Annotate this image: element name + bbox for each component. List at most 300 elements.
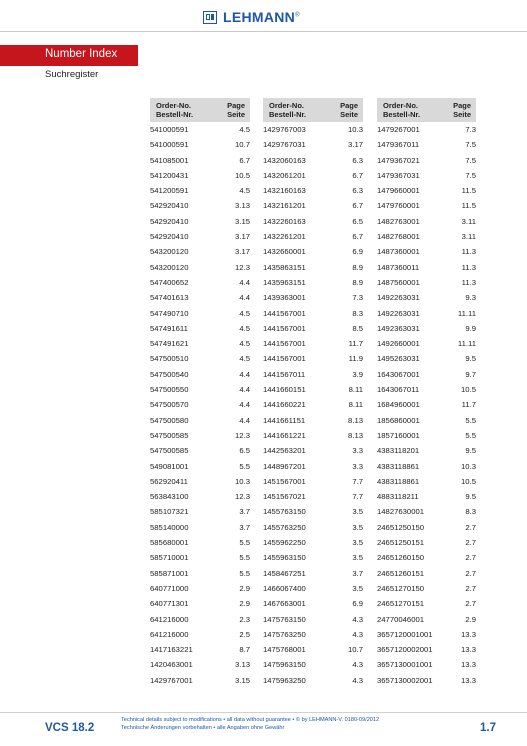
page-reference: 6.7 [239,155,250,165]
order-number: 1432161201 [263,201,306,211]
table-row [263,642,363,657]
order-number: 1492660001 [377,339,420,349]
page-reference: 4.4 [239,277,250,287]
table-row [150,627,250,642]
table-row [263,229,363,244]
order-number: 1487360001 [377,247,420,257]
header-order-en: Order-No. [383,101,419,110]
page-reference: 2.7 [465,599,476,609]
page-reference: 11.5 [461,201,476,211]
page-reference: 8.11 [348,400,363,410]
table-row [263,168,363,183]
table-row [263,183,363,198]
page-reference: 6.5 [239,446,250,456]
page-reference: 4.5 [239,354,250,364]
page-reference: 3.5 [352,522,363,532]
order-number: 1479367011 [377,140,420,150]
order-number: 1441567001 [263,308,306,318]
page-reference: 3.15 [235,675,250,685]
table-row [263,489,363,504]
order-number: 1466067400 [263,583,306,593]
table-row [377,566,476,581]
table-row [263,153,363,168]
order-number: 542920410 [150,216,189,226]
order-number: 1856860001 [377,415,420,425]
page-reference: 11.3 [461,262,476,272]
page-reference: 6.5 [352,216,363,226]
page-reference: 5.5 [465,415,476,425]
page-reference: 6.3 [352,155,363,165]
order-number: 24651250150 [377,522,425,532]
order-number: 541000591 [150,125,189,134]
page-reference: 3.17 [235,232,250,242]
index-rows [377,122,476,688]
header-order-de: Bestell-Nr. [156,110,194,119]
index-rows [263,122,363,688]
order-number: 1492263031 [377,308,420,318]
page-number: 1.7 [480,722,496,734]
table-row [150,413,250,428]
page-reference: 3.5 [352,583,363,593]
order-number: 547491611 [150,323,188,333]
page-reference: 4.4 [239,293,250,303]
page-reference: 9.5 [465,446,476,456]
page-reference: 13.3 [461,629,476,639]
table-row [263,244,363,259]
page-reference: 3.3 [352,461,363,471]
table-row [377,520,476,535]
table-row [377,214,476,229]
page-reference: 11.11 [457,339,476,349]
table-row [377,260,476,275]
order-number: 547500580 [150,415,189,425]
order-number: 1458467251 [263,568,306,578]
table-row [150,122,250,137]
header-page-en: Page [453,101,471,110]
order-number: 1487360011 [377,262,420,272]
table-row [263,657,363,672]
order-number: 547401613 [150,293,189,303]
order-number: 547500540 [150,369,189,379]
order-number: 1492263031 [377,293,420,303]
table-row [263,214,363,229]
page-reference: 10.7 [235,140,250,150]
page-reference: 13.3 [461,660,476,670]
order-number: 547500585 [150,430,189,440]
page-reference: 4.4 [239,385,250,395]
header-page-de: Seite [340,110,358,119]
order-number: 1439363001 [263,293,306,303]
table-row [263,122,363,137]
page-reference: 10.3 [461,461,476,471]
page-reference: 7.3 [465,125,476,134]
page-reference: 7.7 [352,476,363,486]
table-row [150,382,250,397]
page-reference: 6.9 [352,247,363,257]
order-number: 1479367021 [377,155,420,165]
section-title: Number Index [45,48,118,60]
page-reference: 8.5 [352,323,363,333]
table-row [377,443,476,458]
order-number: 640771301 [150,599,189,609]
page-reference: 4.5 [239,186,250,196]
table-row [377,504,476,519]
table-row [377,183,476,198]
lehmann-logo-icon [203,11,217,24]
page-reference: 6.7 [352,201,363,211]
order-number: 1432060163 [263,155,306,165]
order-number: 541085001 [150,155,189,165]
table-row [377,306,476,321]
page-reference: 5.5 [465,430,476,440]
table-row [377,474,476,489]
table-row [377,290,476,305]
table-row [150,489,250,504]
page-reference: 11.3 [461,277,476,287]
order-number: 1441567001 [263,323,306,333]
table-row [263,535,363,550]
order-number: 547491621 [150,339,189,349]
page-reference: 11.11 [457,308,476,318]
table-row [377,137,476,152]
order-number: 547400652 [150,277,189,287]
order-number: 1429767003 [263,125,306,134]
order-number: 1432260163 [263,216,306,226]
page-reference: 10.5 [461,476,476,486]
table-row [377,229,476,244]
table-row [377,198,476,213]
page-reference: 3.5 [352,538,363,548]
table-row [150,244,250,259]
order-number: 640771000 [150,583,189,593]
table-row [150,428,250,443]
order-number: 1475963250 [263,675,306,685]
table-row [150,321,250,336]
order-number: 1475763150 [263,614,306,624]
page-reference: 4.3 [352,660,363,670]
order-number: 1479760001 [377,201,420,211]
page-reference: 8.3 [465,507,476,517]
page-reference: 3.15 [235,216,250,226]
order-number: 1467663001 [263,599,306,609]
table-row [377,459,476,474]
order-number: 562920411 [150,476,188,486]
page-reference: 12.3 [235,262,250,272]
page-reference: 9.5 [465,492,476,502]
order-number: 3657120002001 [377,645,433,655]
page-reference: 3.9 [352,369,363,379]
page-reference: 6.9 [352,599,363,609]
header-order-en: Order-No. [156,101,192,110]
page-reference: 5.5 [239,461,250,471]
order-number: 1441567001 [263,339,306,349]
table-row [263,612,363,627]
table-row [263,137,363,152]
header-page-en: Page [227,101,245,110]
order-number: 542920410 [150,232,189,242]
order-number: 1442563201 [263,446,306,456]
table-row [377,397,476,412]
table-row [263,290,363,305]
table-row [263,443,363,458]
table-row [150,397,250,412]
order-number: 24651260151 [377,568,425,578]
index-rows [150,122,250,688]
page-reference: 11.7 [348,339,363,349]
table-row [377,673,476,688]
table-row [377,612,476,627]
table-row [150,657,250,672]
page-reference: 3.7 [239,522,250,532]
table-row [150,306,250,321]
order-number: 1432061201 [263,170,306,180]
table-row [377,627,476,642]
order-number: 1479267001 [377,125,420,134]
table-row [263,566,363,581]
order-number: 1482768001 [377,232,420,242]
page-reference: 11.7 [461,400,476,410]
table-row [377,413,476,428]
page-reference: 4.5 [239,323,250,333]
page-reference: 4.5 [239,125,250,134]
order-number: 24651260150 [377,553,425,563]
table-row [377,382,476,397]
page-header [0,0,527,34]
table-row [150,168,250,183]
order-number: 1684960001 [377,400,420,410]
lehmann-logo [203,9,300,25]
order-number: 1432261201 [263,232,306,242]
header-order-de: Bestell-Nr. [269,110,307,119]
table-row [150,581,250,596]
order-number: 1455763250 [263,522,306,532]
table-row [377,351,476,366]
order-number: 1432660001 [263,247,306,257]
order-number: 547500585 [150,446,189,456]
page-reference: 2.5 [239,629,250,639]
table-row [377,642,476,657]
page-reference: 4.4 [239,415,250,425]
page-reference: 4.4 [239,400,250,410]
order-number: 1475768001 [263,645,306,655]
page-reference: 12.3 [235,430,250,440]
order-number: 541200591 [150,186,189,196]
table-row [263,474,363,489]
order-number: 547500570 [150,400,189,410]
page-reference: 3.13 [235,660,250,670]
page-reference: 7.7 [352,492,363,502]
page-reference: 4.5 [239,308,250,318]
order-number: 543200120 [150,262,189,272]
table-row [377,428,476,443]
table-row [377,321,476,336]
order-number: 1857160001 [377,430,420,440]
table-row [150,566,250,581]
page-reference: 4.3 [352,675,363,685]
table-row [263,550,363,565]
order-number: 1455963150 [263,553,306,563]
order-number: 547500550 [150,385,189,395]
page-reference: 3.11 [461,216,476,226]
order-number: 1441661151 [263,415,306,425]
page-reference: 8.13 [348,430,363,440]
page-reference: 7.5 [465,140,476,150]
index-column-2 [263,98,363,688]
column-header [377,98,476,122]
page-reference: 3.17 [348,140,363,150]
order-number: 14827630001 [377,507,425,517]
table-row [263,351,363,366]
page-reference: 9.7 [465,369,476,379]
header-divider [0,31,527,32]
order-number: 549081001 [150,461,189,471]
index-column-1 [150,98,250,688]
table-row [263,382,363,397]
table-row [263,198,363,213]
table-row [150,612,250,627]
order-number: 1643067011 [377,385,420,395]
order-number: 1475763250 [263,629,306,639]
table-row [150,183,250,198]
table-row [263,397,363,412]
table-row [150,642,250,657]
page-reference: 5.5 [239,538,250,548]
page-reference: 3.7 [352,568,363,578]
order-number: 1451567001 [263,476,306,486]
table-row [263,321,363,336]
legal-notice [121,717,379,732]
page-reference: 3.17 [235,247,250,257]
table-row [377,550,476,565]
page-reference: 3.7 [239,507,250,517]
order-number: 541200431 [150,170,189,180]
order-number: 1487560001 [377,277,420,287]
page-reference: 8.9 [352,262,363,272]
table-row [150,504,250,519]
order-number: 24770046001 [377,614,425,624]
table-row [377,489,476,504]
page-reference: 8.13 [348,415,363,425]
page-reference: 4.3 [352,629,363,639]
order-number: 1441660151 [263,385,306,395]
order-number: 24651250151 [377,538,425,548]
order-number: 1420463001 [150,660,193,670]
page-reference: 7.5 [465,170,476,180]
table-row [150,153,250,168]
table-row [150,520,250,535]
order-number: 585871001 [150,568,189,578]
table-row [150,229,250,244]
order-number: 4883118211 [377,492,419,502]
table-row [150,596,250,611]
table-row [150,443,250,458]
order-number: 1455962250 [263,538,306,548]
page-reference: 11.5 [461,186,476,196]
table-row [263,260,363,275]
order-number: 585140000 [150,522,189,532]
page-reference: 10.5 [461,385,476,395]
column-header [263,98,363,122]
page-reference: 6.7 [352,170,363,180]
page-reference: 2.7 [465,583,476,593]
order-number: 3657130002001 [377,675,433,685]
order-number: 585710001 [150,553,189,563]
order-number: 24651270151 [377,599,425,609]
table-row [150,198,250,213]
table-row [377,122,476,137]
table-row [377,336,476,351]
table-row [150,673,250,688]
table-row [150,275,250,290]
catalog-code: VCS 18.2 [45,722,95,734]
order-number: 1429767031 [263,140,306,150]
order-number: 1455763150 [263,507,306,517]
page-reference: 8.3 [352,308,363,318]
table-row [150,290,250,305]
page-reference: 5.5 [239,568,250,578]
order-number: 1492363031 [377,323,420,333]
table-row [377,535,476,550]
page-reference: 2.7 [465,538,476,548]
page-reference: 6.3 [352,186,363,196]
order-number: 1441567001 [263,354,306,364]
page-reference: 10.3 [235,476,250,486]
order-number: 1435963151 [263,277,306,287]
table-row [263,367,363,382]
table-row [150,474,250,489]
logo-text: LEHMANN [223,9,296,25]
order-number: 1435863151 [263,262,306,272]
table-row [263,581,363,596]
header-page-en: Page [340,101,358,110]
page-reference: 3.5 [352,507,363,517]
page-reference: 8.9 [352,277,363,287]
order-number: 1448967201 [263,461,306,471]
table-row [150,550,250,565]
table-row [263,275,363,290]
registered-mark: ® [295,12,300,19]
order-number: 585680001 [150,538,189,548]
page-reference: 13.3 [461,675,476,685]
order-number: 547500510 [150,354,189,364]
order-number: 1429767001 [150,675,193,685]
order-number: 1479367031 [377,170,420,180]
table-row [263,459,363,474]
table-row [150,459,250,474]
order-number: 641216000 [150,629,189,639]
header-page-de: Seite [227,110,245,119]
table-row [150,214,250,229]
order-number: 585107321 [150,507,189,517]
order-number: 1475963150 [263,660,306,670]
page-reference: 3.3 [352,446,363,456]
section-subtitle: Suchregister [45,69,99,80]
order-number: 1643067001 [377,369,420,379]
page-reference: 4.3 [352,614,363,624]
page-reference: 5.5 [239,553,250,563]
page-reference: 8.7 [239,645,250,655]
table-row [263,596,363,611]
order-number: 3657130001001 [377,660,433,670]
footer-divider [0,712,527,713]
legal-line-de: Technische Änderungen vorbehalten • alle Angaben ohne Gewähr [121,724,285,731]
legal-line-en: Technical details subject to modifications • all data without guarantee • © by LEHMANN-V. 0180-09/2012 [121,717,380,723]
index-column-3 [377,98,476,688]
order-number: 1432160163 [263,186,306,196]
table-row [377,581,476,596]
page-reference: 2.7 [465,522,476,532]
page-reference: 2.9 [239,583,250,593]
